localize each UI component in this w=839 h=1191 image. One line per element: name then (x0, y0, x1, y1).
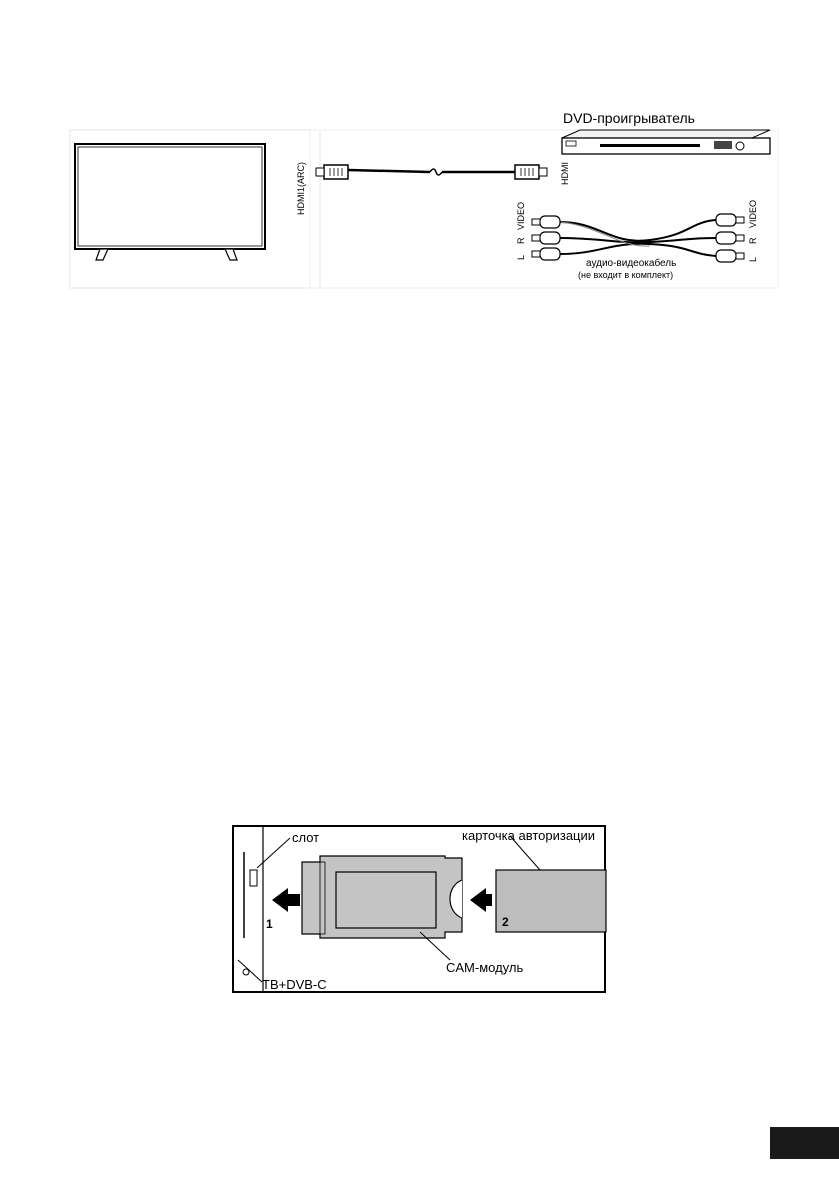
dvd-player-label: DVD-проигрыватель (563, 110, 695, 126)
hdmi-cable (316, 165, 547, 179)
right-video-label: VIDEO (748, 199, 758, 228)
tv-dvb-c-label: ТВ+DVB-C (262, 977, 327, 992)
connection-diagram (0, 0, 839, 300)
av-cable-label: аудио-видеокабель (586, 258, 677, 269)
slot-label: слот (292, 830, 320, 845)
rca-plugs-right (716, 214, 744, 262)
right-l-label: L (748, 256, 758, 262)
tv-illustration (75, 144, 265, 260)
left-r-label: R (516, 237, 526, 244)
left-video-label: VIDEO (516, 201, 526, 230)
step-1-label: 1 (266, 917, 273, 931)
left-l-label: L (516, 254, 526, 260)
av-cable (560, 220, 716, 256)
tv-hdmi-port-label: HDMI1(ARC) (296, 162, 306, 215)
step-2-label: 2 (502, 915, 509, 929)
rca-plugs-left (532, 216, 560, 260)
right-r-label: R (748, 237, 758, 244)
card-label: карточка авторизации (462, 828, 596, 843)
cam-module-label: CAM-модуль (446, 960, 524, 975)
page-number-box (770, 1127, 839, 1159)
dvd-hdmi-port-label: HDMI (560, 162, 570, 185)
dvd-player-illustration (562, 130, 770, 154)
cam-diagram (0, 820, 839, 1020)
av-cable-note: (не входит в комплект) (578, 270, 674, 280)
